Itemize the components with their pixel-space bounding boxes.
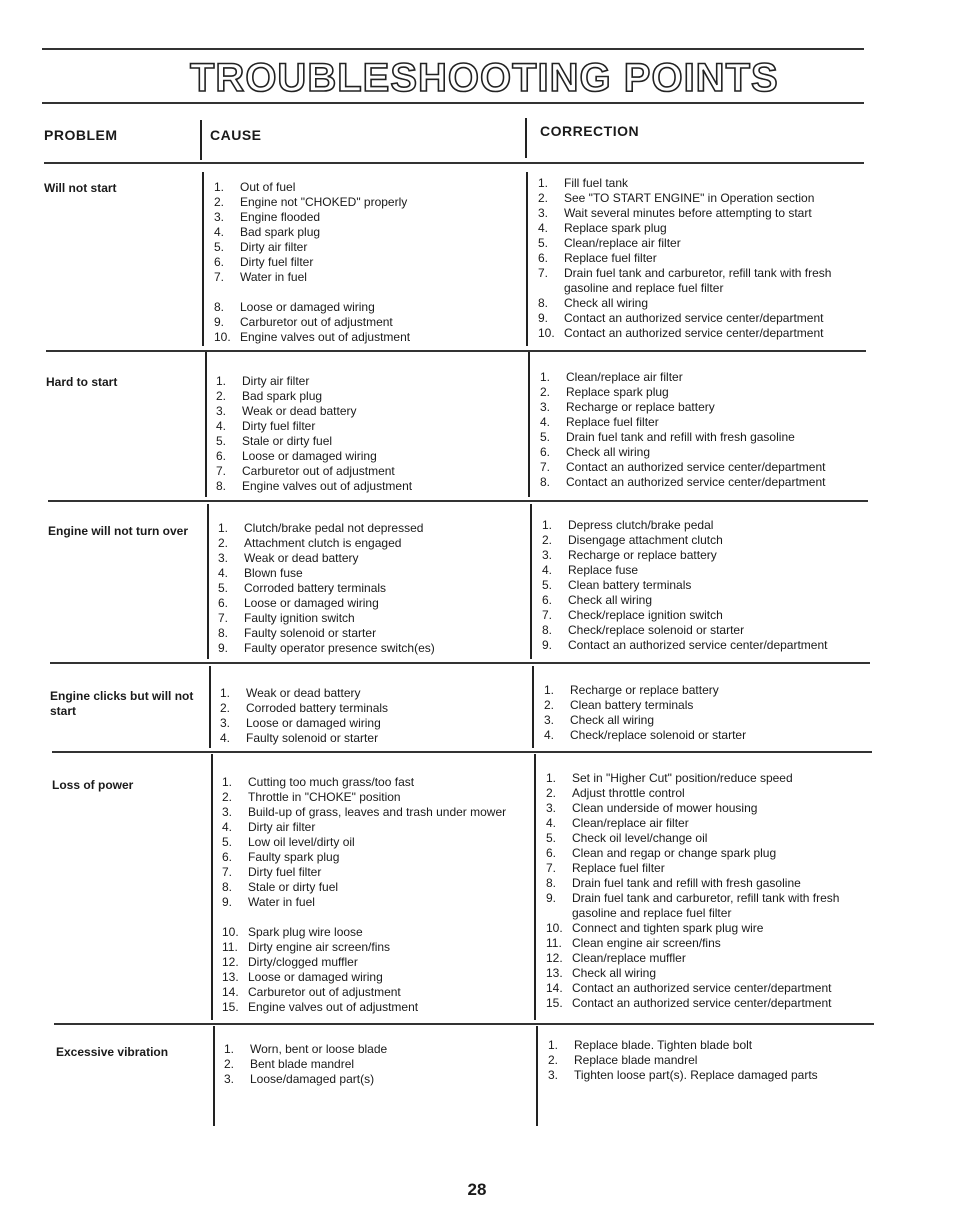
- correction-item: 6. Check all wiring: [542, 593, 653, 607]
- cause-item: 1. Dirty air filter: [216, 374, 310, 388]
- correction-item: 2. Adjust throttle control: [546, 786, 685, 800]
- correction-item: 4. Replace fuse: [542, 563, 639, 577]
- correction-item: 7. Drain fuel tank and carburetor, refill tank with fresh gasoline and replace fuel filter: [538, 266, 832, 295]
- title-rule: [42, 102, 864, 104]
- cause-item: 9. Water in fuel: [222, 895, 315, 909]
- correction-item: 11. Clean engine air screen/fins: [546, 936, 721, 950]
- problem-loss-of-power: Loss of power: [52, 778, 134, 792]
- cause-item: 10. Spark plug wire loose: [222, 925, 363, 939]
- cause-item: 1. Clutch/brake pedal not depressed: [218, 521, 424, 535]
- correction-list: [542, 518, 862, 653]
- cause-item: 5. Low oil level/dirty oil: [222, 835, 355, 849]
- cause-item: 1. Weak or dead battery: [220, 686, 361, 700]
- correction-item: 1. Set in "Higher Cut" position/reduce speed: [546, 771, 793, 785]
- cause-item: 8. Engine valves out of adjustment: [216, 479, 413, 493]
- divider-right: [532, 666, 534, 748]
- correction-item: 3. Recharge or replace battery: [540, 400, 715, 414]
- cause-item: 2. Bad spark plug: [216, 389, 323, 403]
- page-number: 28: [467, 1180, 487, 1199]
- correction-list: [540, 370, 860, 490]
- cause-item: 3. Build-up of grass, leaves and trash under mower: [222, 805, 507, 819]
- cause-item: 3. Loose or damaged wiring: [220, 716, 381, 730]
- problem-engine-will-not-turn-over: Engine will not turn over: [48, 524, 189, 538]
- cause-item: 7. Water in fuel: [214, 270, 307, 284]
- cause-item: 3. Weak or dead battery: [216, 404, 357, 418]
- correction-item: 5. Clean battery terminals: [542, 578, 692, 592]
- cause-item: 12. Dirty/clogged muffler: [222, 955, 358, 969]
- correction-item: 6. Check all wiring: [540, 445, 651, 459]
- correction-item: 3. Check all wiring: [544, 713, 655, 727]
- divider-right: [526, 172, 528, 346]
- correction-item: 8. Drain fuel tank and refill with fresh gasoline: [546, 876, 801, 890]
- header-correction: CORRECTION: [540, 123, 640, 139]
- cause-list: [220, 686, 520, 746]
- cause-item: 1. Worn, bent or loose blade: [224, 1042, 388, 1056]
- correction-list: [538, 176, 858, 341]
- correction-list: [546, 771, 864, 1011]
- cause-item: 3. Loose/damaged part(s): [224, 1072, 375, 1086]
- spacer: [222, 910, 527, 925]
- correction-item: 2. Disengage attachment clutch: [542, 533, 723, 547]
- cause-item: 3. Engine flooded: [214, 210, 321, 224]
- section-rule: [50, 662, 870, 664]
- correction-item: 2. See "TO START ENGINE" in Operation section: [538, 191, 815, 205]
- correction-item: 4. Check/replace solenoid or starter: [544, 728, 747, 742]
- correction-item: 2. Clean battery terminals: [544, 698, 694, 712]
- divider-left: [213, 1026, 215, 1126]
- section-rule: [52, 751, 872, 753]
- cause-item: 7. Carburetor out of adjustment: [216, 464, 395, 478]
- cause-item: 14. Carburetor out of adjustment: [222, 985, 401, 999]
- problem-engine-clicks: Engine clicks but will not start: [50, 689, 194, 718]
- cause-item: 1. Out of fuel: [214, 180, 296, 194]
- correction-item: 5. Clean/replace air filter: [538, 236, 681, 250]
- page-title: TROUBLESHOOTING POINTS: [190, 56, 779, 100]
- divider-left: [209, 666, 211, 748]
- correction-item: 10. Contact an authorized service center/department: [538, 326, 824, 340]
- problem-excessive-vibration: Excessive vibration: [56, 1045, 169, 1059]
- divider-left: [205, 352, 207, 497]
- cause-item: 3. Weak or dead battery: [218, 551, 359, 565]
- correction-item: 8. Contact an authorized service center/department: [540, 475, 826, 489]
- cause-item: 7. Faulty ignition switch: [218, 611, 355, 625]
- correction-item: 2. Replace blade mandrel: [548, 1053, 698, 1067]
- top-rule: [42, 48, 864, 50]
- cause-item: 6. Loose or damaged wiring: [216, 449, 377, 463]
- cause-item: 15. Engine valves out of adjustment: [222, 1000, 419, 1014]
- correction-item: 7. Check/replace ignition switch: [542, 608, 723, 622]
- cause-item: 4. Dirty air filter: [222, 820, 316, 834]
- correction-item: 15. Contact an authorized service center/department: [546, 996, 832, 1010]
- cause-item: 6. Faulty spark plug: [222, 850, 340, 864]
- cause-item: 5. Corroded battery terminals: [218, 581, 387, 595]
- correction-item: 1. Fill fuel tank: [538, 176, 629, 190]
- correction-item: 5. Check oil level/change oil: [546, 831, 708, 845]
- cause-item: 4. Dirty fuel filter: [216, 419, 316, 433]
- cause-item: 4. Faulty solenoid or starter: [220, 731, 379, 745]
- header-problem: PROBLEM: [44, 127, 118, 143]
- correction-item: 1. Replace blade. Tighten blade bolt: [548, 1038, 753, 1052]
- divider-right: [530, 504, 532, 659]
- spacer: [214, 285, 514, 300]
- cause-list: [216, 374, 516, 494]
- section-rule: [46, 350, 866, 352]
- cause-item: 10. Engine valves out of adjustment: [214, 330, 411, 344]
- correction-item: 1. Clean/replace air filter: [540, 370, 683, 384]
- cause-item: 4. Blown fuse: [218, 566, 303, 580]
- correction-item: 3. Recharge or replace battery: [542, 548, 717, 562]
- cause-item: 8. Stale or dirty fuel: [222, 880, 339, 894]
- cause-list: [224, 1042, 529, 1087]
- correction-item: 12. Clean/replace muffler: [546, 951, 686, 965]
- correction-item: 7. Contact an authorized service center/department: [540, 460, 826, 474]
- section-rule: [44, 162, 864, 164]
- cause-item: 6. Loose or damaged wiring: [218, 596, 379, 610]
- cause-item: 2. Throttle in "CHOKE" position: [222, 790, 401, 804]
- cause-item: 2. Corroded battery terminals: [220, 701, 389, 715]
- cause-item: 2. Engine not "CHOKED" properly: [214, 195, 408, 209]
- correction-item: 7. Replace fuel filter: [546, 861, 665, 875]
- cause-item: 1. Cutting too much grass/too fast: [222, 775, 415, 789]
- correction-item: 14. Contact an authorized service center/department: [546, 981, 832, 995]
- cause-list: [218, 521, 518, 656]
- cause-item: 8. Loose or damaged wiring: [214, 300, 375, 314]
- correction-item: 13. Check all wiring: [546, 966, 657, 980]
- cause-item: 8. Faulty solenoid or starter: [218, 626, 377, 640]
- problem-will-not-start: Will not start: [44, 181, 117, 195]
- divider-left: [211, 754, 213, 1020]
- cause-item: 5. Stale or dirty fuel: [216, 434, 333, 448]
- cause-item: 6. Dirty fuel filter: [214, 255, 314, 269]
- correction-item: 9. Contact an authorized service center/department: [538, 311, 824, 325]
- correction-item: 4. Replace fuel filter: [540, 415, 659, 429]
- correction-item: 5. Drain fuel tank and refill with fresh gasoline: [540, 430, 795, 444]
- cause-list: [214, 180, 514, 345]
- cause-item: 9. Faulty operator presence switch(es): [218, 641, 435, 655]
- section-rule: [54, 1023, 874, 1025]
- header-cause: CAUSE: [210, 127, 262, 143]
- correction-item: 1. Depress clutch/brake pedal: [542, 518, 714, 532]
- cause-item: 2. Attachment clutch is engaged: [218, 536, 402, 550]
- correction-item: 8. Check all wiring: [538, 296, 649, 310]
- divider-right: [528, 352, 530, 497]
- header-divider-right: [525, 118, 527, 158]
- correction-item: 8. Check/replace solenoid or starter: [542, 623, 745, 637]
- section-rule: [48, 500, 868, 502]
- correction-item: 4. Clean/replace air filter: [546, 816, 689, 830]
- cause-item: 11. Dirty engine air screen/fins: [222, 940, 391, 954]
- divider-left: [202, 172, 204, 346]
- correction-item: 2. Replace spark plug: [540, 385, 669, 399]
- correction-item: 6. Replace fuel filter: [538, 251, 657, 265]
- correction-item: 3. Tighten loose part(s). Replace damaged parts: [548, 1068, 818, 1082]
- correction-item: 1. Recharge or replace battery: [544, 683, 719, 697]
- cause-item: 4. Bad spark plug: [214, 225, 321, 239]
- divider-right: [536, 1026, 538, 1126]
- header-divider-left: [200, 120, 202, 160]
- cause-list: [222, 775, 527, 1015]
- correction-item: 9. Drain fuel tank and carburetor, refill tank with fresh gasoline and replace fuel filter: [546, 891, 840, 920]
- correction-list: [548, 1038, 864, 1083]
- correction-item: 3. Wait several minutes before attempting to start: [538, 206, 812, 220]
- cause-item: 5. Dirty air filter: [214, 240, 308, 254]
- cause-item: 13. Loose or damaged wiring: [222, 970, 383, 984]
- divider-right: [534, 754, 536, 1020]
- correction-item: 9. Contact an authorized service center/department: [542, 638, 828, 652]
- cause-item: 9. Carburetor out of adjustment: [214, 315, 393, 329]
- divider-left: [207, 504, 209, 659]
- correction-item: 10. Connect and tighten spark plug wire: [546, 921, 764, 935]
- cause-item: 2. Bent blade mandrel: [224, 1057, 355, 1071]
- correction-item: 6. Clean and regap or change spark plug: [546, 846, 777, 860]
- problem-hard-to-start: Hard to start: [46, 375, 118, 389]
- cause-item: 7. Dirty fuel filter: [222, 865, 322, 879]
- correction-item: 3. Clean underside of mower housing: [546, 801, 758, 815]
- correction-item: 4. Replace spark plug: [538, 221, 667, 235]
- correction-list: [544, 683, 864, 743]
